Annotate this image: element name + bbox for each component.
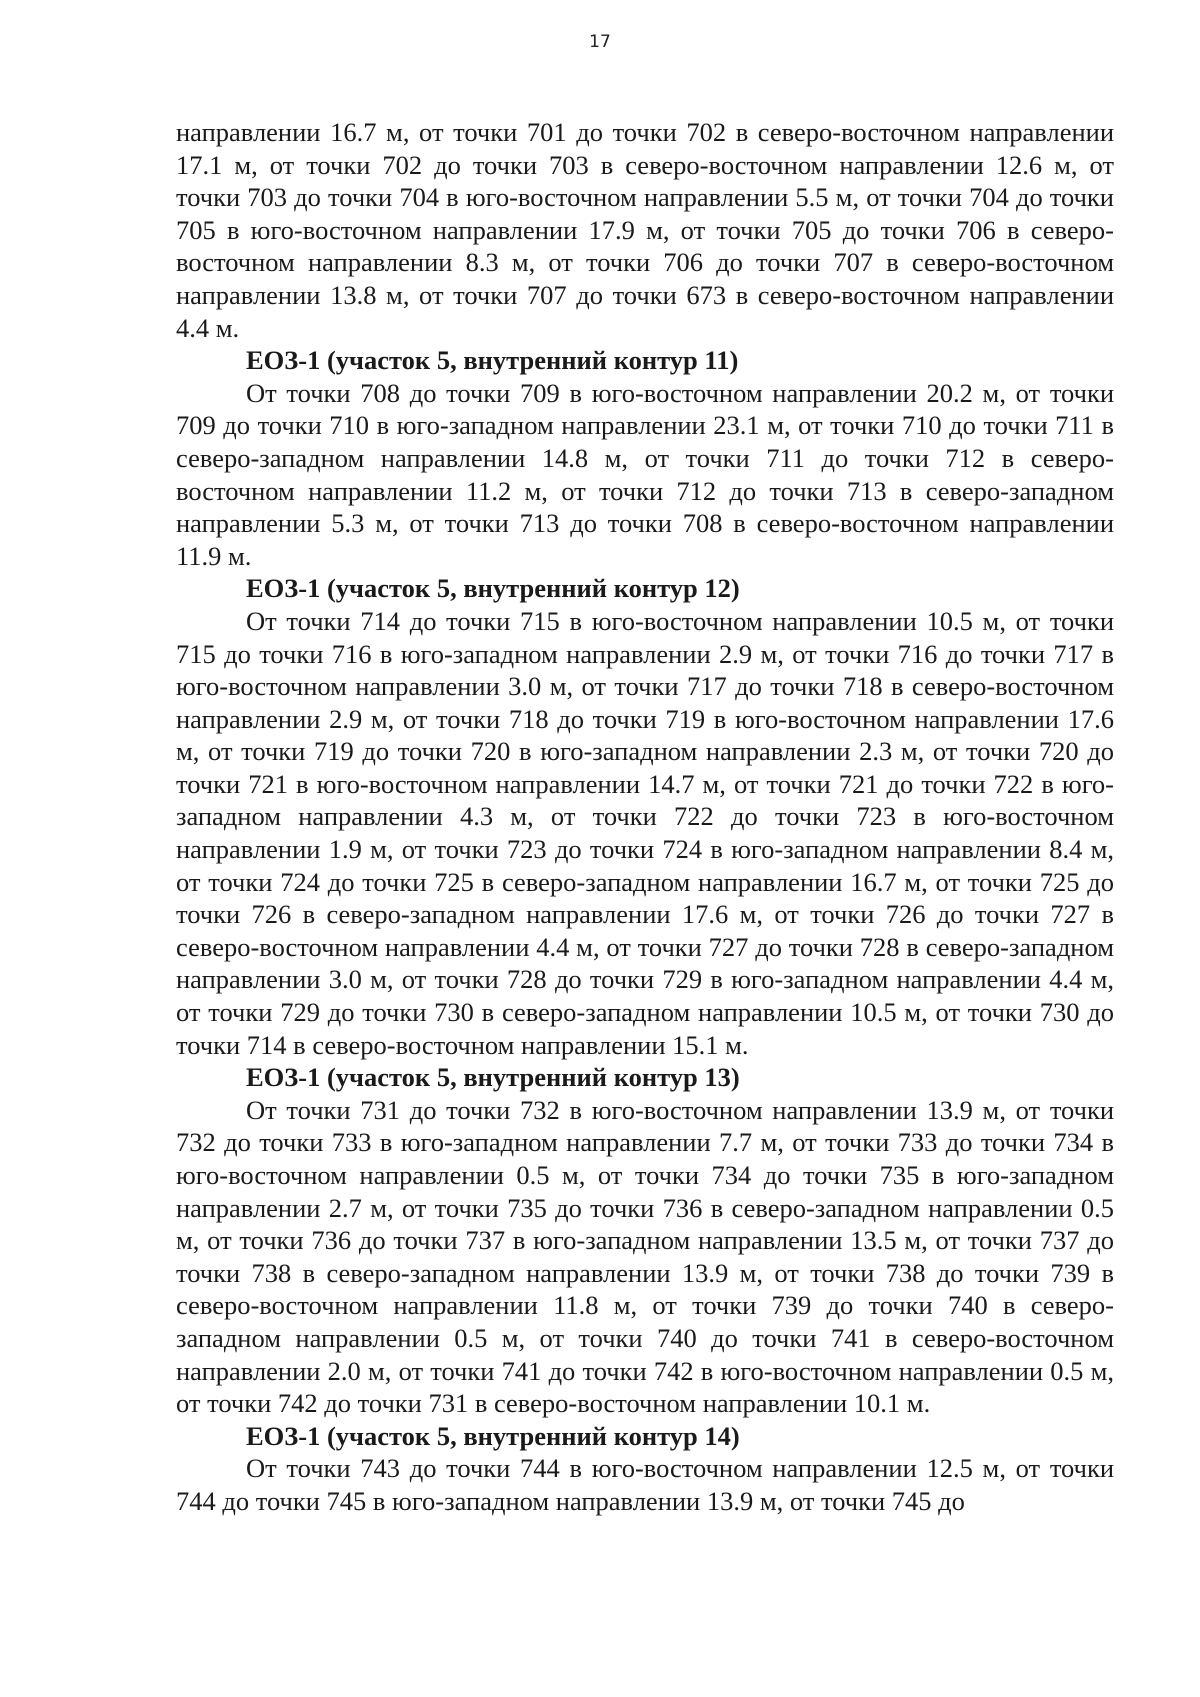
section-heading-contour-14: ЕОЗ-1 (участок 5, внутренний контур 14) bbox=[246, 1420, 740, 1451]
section-heading-contour-13: ЕОЗ-1 (участок 5, внутренний контур 13) bbox=[246, 1062, 740, 1093]
section-heading-contour-12: ЕОЗ-1 (участок 5, внутренний контур 12) bbox=[246, 573, 740, 604]
document-body bbox=[176, 116, 1114, 1518]
section-heading-contour-11: ЕОЗ-1 (участок 5, внутренний контур 11) bbox=[246, 345, 739, 376]
paragraph-continuation: направлении 16.7 м, от точки 701 до точки 702 в северо-восточном направлении 17.1 м, от точки 702 до точки 703 в северо-восточном направлении 12.6 м, от точки 703 до точки 704 в юго-восточном направлении 5.5 м, от точки 704 до точки 705 в юго-восточном направлении 17.9 м, от точки 705 до точки 706 в северо-восточном направлении 8.3 м, от точки 706 до точки 707 в северо-восточном направлении 13.8 м, от точки 707 до точки 673 в северо-восточном направлении 4.4 м. bbox=[176, 117, 1114, 343]
paragraph-contour-12: От точки 714 до точки 715 в юго-восточном направлении 10.5 м, от точки 715 до точки 716 в юго-западном направлении 2.9 м, от точки 716 до точки 717 в юго-восточном направлении 3.0 м, от точки 717 до точки 718 в северо-восточном направлении 2.9 м, от точки 718 до точки 719 в юго-восточном направлении 17.6 м, от точки 719 до точки 720 в юго-западном направлении 2.3 м, от точки 720 до точки 721 в юго-восточном направлении 14.7 м, от точки 721 до точки 722 в юго-западном направлении 4.3 м, от точки 722 до точки 723 в юго-восточном направлении 1.9 м, от точки 723 до точки 724 в юго-западном направлении 8.4 м, от точки 724 до точки 725 в северо-западном направлении 16.7 м, от точки 725 до точки 726 в северо-западном направлении 17.6 м, от точки 726 до точки 727 в северо-восточном направлении 4.4 м, от точки 727 до точки 728 в северо-западном направлении 3.0 м, от точки 728 до точки 729 в юго-западном направлении 4.4 м, от точки 729 до точки 730 в северо-западном направлении 10.5 м, от точки 730 до точки 714 в северо-восточном направлении 15.1 м. bbox=[176, 605, 1114, 1060]
page-number: 17 bbox=[589, 32, 611, 52]
paragraph-contour-13: От точки 731 до точки 732 в юго-восточном направлении 13.9 м, от точки 732 до точки 733 в юго-западном направлении 7.7 м, от точки 733 до точки 734 в юго-восточном направлении 0.5 м, от точки 734 до точки 735 в юго-западном направлении 2.7 м, от точки 735 до точки 736 в северо-западном направлении 0.5 м, от точки 736 до точки 737 в юго-западном направлении 13.5 м, от точки 737 до точки 738 в северо-западном направлении 13.9 м, от точки 738 до точки 739 в северо-восточном направлении 11.8 м, от точки 739 до точки 740 в северо-западном направлении 0.5 м, от точки 740 до точки 741 в северо-восточном направлении 2.0 м, от точки 741 до точки 742 в юго-восточном направлении 0.5 м, от точки 742 до точки 731 в северо-восточном направлении 10.1 м. bbox=[176, 1094, 1114, 1419]
paragraph-contour-14: От точки 743 до точки 744 в юго-восточном направлении 12.5 м, от точки 744 до точки 745 в юго-западном направлении 13.9 м, от точки 745 до bbox=[176, 1453, 1114, 1516]
paragraph-contour-11: От точки 708 до точки 709 в юго-восточном направлении 20.2 м, от точки 709 до точки 710 в юго-западном направлении 23.1 м, от точки 710 до точки 711 в северо-западном направлении 14.8 м, от точки 711 до точки 712 в северо-восточном направлении 11.2 м, от точки 712 до точки 713 в северо-западном направлении 5.3 м, от точки 713 до точки 708 в северо-восточном направлении 11.9 м. bbox=[176, 377, 1114, 571]
